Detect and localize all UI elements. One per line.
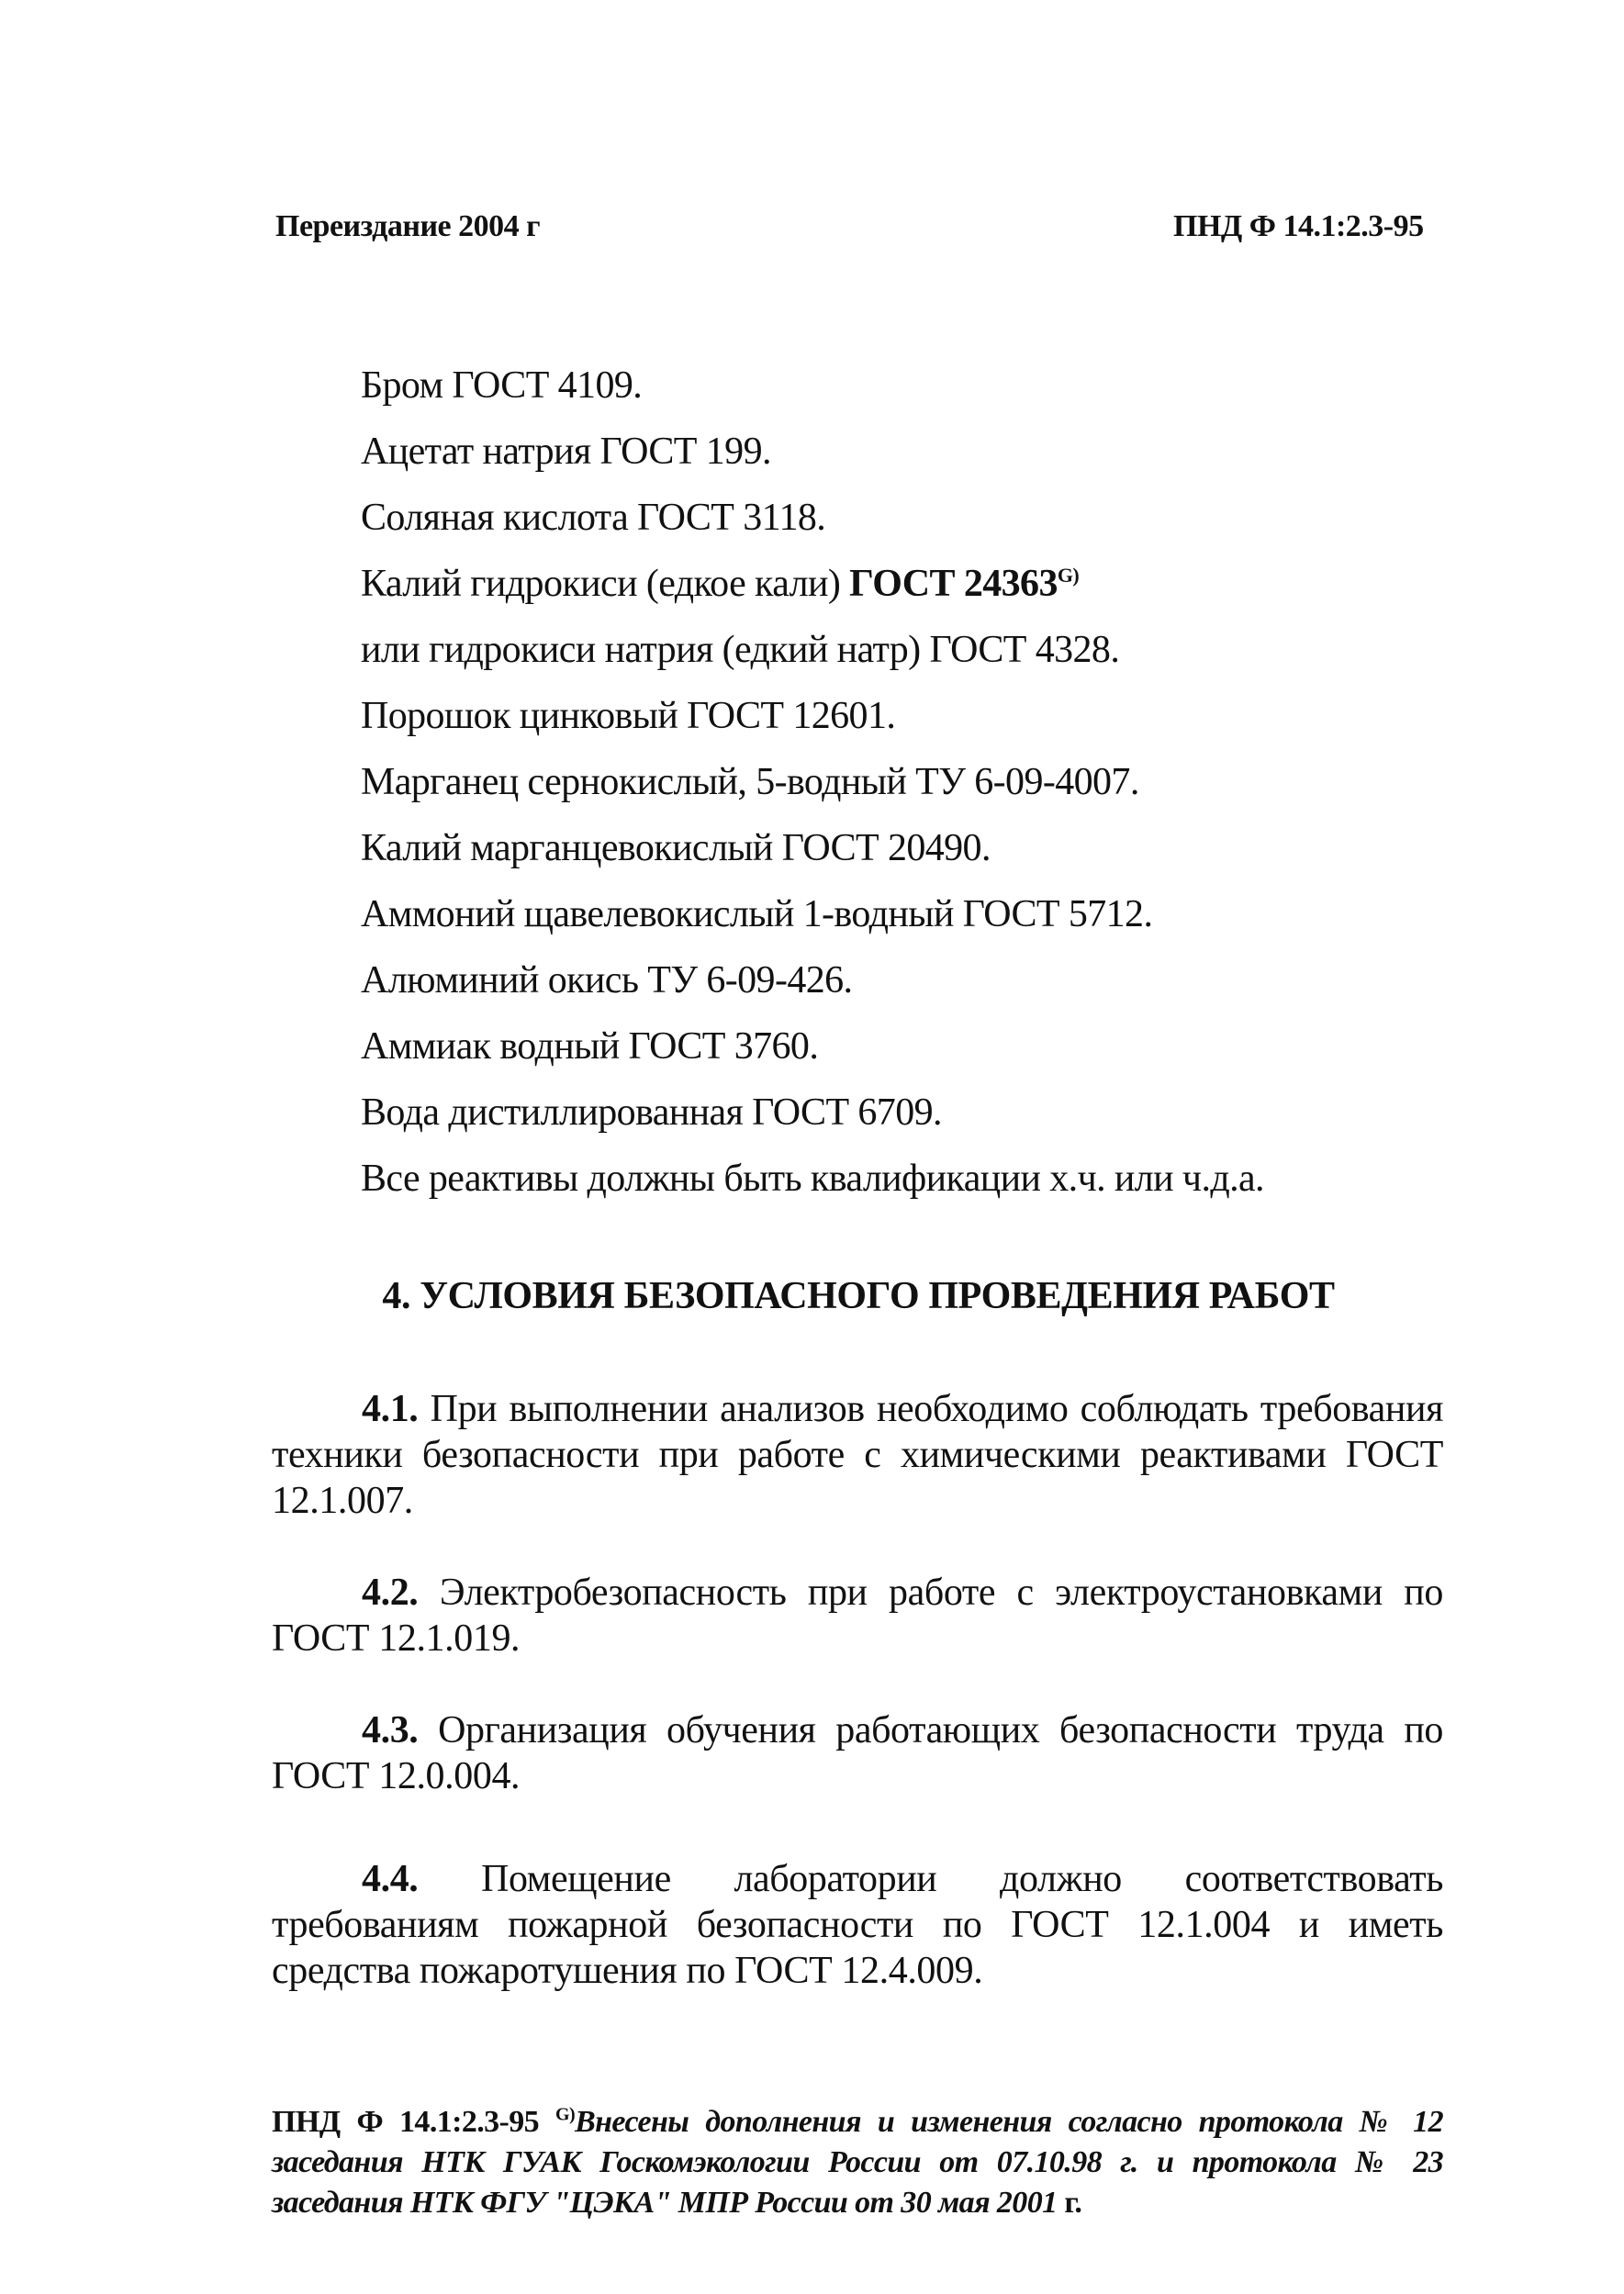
reagent-item: Вода дистиллированная ГОСТ 6709. (361, 1091, 942, 1134)
reagent-item-standard: ГОСТ 24363 (849, 563, 1058, 605)
footnote-end: г. (1057, 2186, 1082, 2220)
paragraph-4-1 (272, 1386, 1443, 1524)
footnote-mark: G) (555, 2104, 576, 2125)
reagent-item: Соляная кислота ГОСТ 3118. (361, 497, 826, 539)
reagent-item: Порошок цинковый ГОСТ 12601. (361, 695, 896, 737)
paragraph-number: 4.2. (362, 1572, 419, 1614)
header-document-code: ПНД Ф 14.1:2.3-95 (1173, 209, 1424, 243)
footnote-text: Внесены дополнения и изменения согласно протокола № 12 заседания НТК ГУАК Госкомэкологии России от 07.10.98 г. и протокола № 23 заседания НТК ФГУ "ЦЭКА" МПР России от 30 мая 2001 (272, 2105, 1443, 2220)
footnote-reference-mark: G) (1057, 564, 1080, 587)
section-title: 4. УСЛОВИЯ БЕЗОПАСНОГО ПРОВЕДЕНИЯ РАБОТ (382, 1275, 1335, 1317)
paragraph-4-2 (272, 1570, 1443, 1662)
reagent-item: Марганец сернокислый, 5-водный ТУ 6-09-4007. (361, 761, 1139, 803)
reagent-item: Алюминий окись ТУ 6-09-426. (361, 959, 853, 1002)
footnote-document-code: ПНД Ф 14.1:2.3-95 (272, 2105, 556, 2139)
paragraph-4-3 (272, 1707, 1443, 1799)
paragraph-number: 4.4. (362, 1858, 419, 1900)
reagent-item: Ацетат натрия ГОСТ 199. (361, 431, 771, 473)
paragraph-text: Электробезопасность при работе с электроустановками по ГОСТ 12.1.019. (272, 1572, 1443, 1660)
reagent-list (361, 364, 1462, 1223)
header-edition: Переиздание 2004 г (275, 209, 541, 243)
footnote (272, 2102, 1443, 2223)
reagent-item: Аммиак водный ГОСТ 3760. (361, 1025, 819, 1068)
reagent-item: Бром ГОСТ 4109. (361, 364, 643, 407)
paragraph-text: Организация обучения работающих безопасности труда по ГОСТ 12.0.004. (272, 1709, 1443, 1797)
reagent-item-prefix: Калий гидрокиси (едкое кали) (361, 563, 850, 605)
reagent-item: Все реактивы должны быть квалификации х.ч. или ч.д.а. (361, 1158, 1264, 1200)
paragraph-number: 4.1. (362, 1388, 419, 1430)
paragraph-text: Помещение лаборатории должно соответствовать требованиям пожарной безопасности по ГОСТ 12.1.004 и иметь средства пожаротушения по ГОСТ 12.4.009. (272, 1858, 1443, 1992)
reagent-item: Аммоний щавелевокислый 1-водный ГОСТ 5712. (361, 893, 1153, 935)
paragraph-number: 4.3. (362, 1709, 419, 1751)
reagent-item: Калий марганцевокислый ГОСТ 20490. (361, 827, 991, 869)
paragraph-4-4 (272, 1856, 1443, 1994)
reagent-item: или гидрокиси натрия (едкий натр) ГОСТ 4328. (361, 629, 1120, 671)
paragraph-text: При выполнении анализов необходимо соблюдать требования техники безопасности при работе с химическими реактивами ГОСТ 12.1.007. (272, 1388, 1443, 1522)
reagent-item (361, 562, 1462, 628)
